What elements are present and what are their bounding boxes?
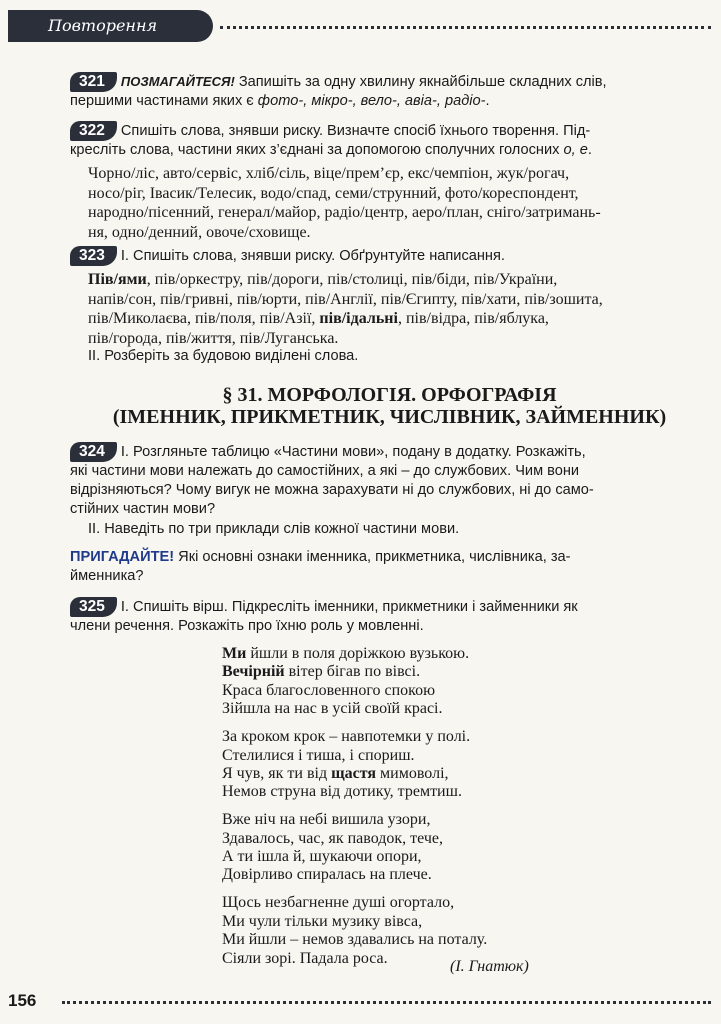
poem-line: Щось незбагненне душі огортало, [222, 894, 455, 912]
poem-text: мимоволі, [376, 764, 449, 782]
poem [222, 645, 582, 978]
exercise-324-task2 [88, 520, 711, 539]
word-list-line: пів/города, пів/життя, пів/Луганська. [88, 329, 339, 347]
word-list-line: носо/ріг, Івасик/Телесик, водо/спад, семи/струнний, фото/кореспондент, [88, 184, 579, 202]
section-heading [70, 384, 709, 428]
remember-label: ПРИГАДАЙТЕ! [70, 549, 175, 565]
exercise-text: II. Розберіть за будовою виділені слова. [88, 348, 359, 364]
section-title-line: § 31. МОРФОЛОГІЯ. ОРФОГРАФІЯ [222, 384, 557, 406]
exercise-text: Запишіть за одну хвилину якнайбільше складних слів, [234, 74, 607, 90]
poem-stanza [222, 728, 582, 802]
poem-line: А ти ішла й, шукаючи опори, [222, 848, 422, 866]
poem-line: Довірливо спиралась на плече. [222, 866, 432, 884]
exercise-text: II. Наведіть по три приклади слів кожної частини мови. [88, 521, 460, 537]
section-title-line: (ІМЕННИК, ПРИКМЕТНИК, ЧИСЛІВНИК, ЗАЙМЕННИК) [112, 406, 667, 428]
highlighted-word: Вечірній [222, 663, 285, 681]
exercise-prompt: ПОЗМАГАЙТЕСЯ! [120, 74, 235, 89]
exercise-325 [70, 597, 711, 636]
footer-divider [62, 1001, 711, 1004]
prefix-list: фото-, мікро-, вело-, авіа-, радіо- [257, 93, 486, 109]
word-list-323 [88, 270, 709, 348]
poem-stanza [222, 894, 582, 968]
poem-stanza [222, 645, 582, 719]
exercise-text: . [587, 142, 592, 158]
poem-line: Сіяли зорі. Падала роса. [222, 949, 388, 967]
poem-line: Немов струна від дотику, тремтиш. [222, 783, 462, 801]
exercise-text: кресліть слова, частини яких з’єднані за допомогою сполучних голосних [70, 142, 564, 158]
vowel-list: о, е [563, 142, 588, 158]
highlighted-word: Ми [222, 645, 247, 662]
word-list-text: , пів/оркестру, пів/дороги, пів/столиці, пів/біди, пів/України, [146, 271, 558, 288]
exercise-323 [70, 246, 711, 266]
word-list-line: народно/пісенний, генерал/майор, радіо/центр, аеро/план, сніго/затримань- [88, 204, 601, 221]
word-list-text: , пів/відра, пів/яблука, [397, 310, 549, 327]
header-divider [220, 26, 711, 29]
poem-text: йшли в поля доріжкою вузькою. [246, 645, 470, 662]
exercise-text: йменника? [70, 568, 144, 584]
exercise-text: які частини мови належать до самостійних, а які – до службових. Чим вони [70, 463, 580, 479]
exercise-text: стійних частин мови? [70, 501, 216, 517]
exercise-number-badge: 322 [70, 121, 117, 141]
highlighted-word: Пів/ями [88, 271, 147, 288]
exercise-text: Які основні ознаки іменника, прикметника, числівника, за- [174, 549, 571, 565]
poem-line: Ми йшли – немов здавались на поталу. [222, 931, 488, 949]
highlighted-word: пів/ідальні [319, 310, 398, 327]
poem-line: За кроком крок – навпотемки у полі. [222, 728, 471, 746]
exercise-323-task2 [88, 347, 711, 366]
word-list-text: пів/Миколаєва, пів/поля, пів/Азії, [88, 310, 320, 327]
word-list-line: ня, одно/денний, овоче/сховище. [88, 223, 311, 241]
remember-block [70, 548, 711, 586]
poem-line: Зійшла на нас в усій своїй красі. [222, 700, 443, 718]
poem-line: Стелилися і тиша, і спориш. [222, 746, 415, 764]
exercise-322 [70, 121, 711, 160]
exercise-text: . [485, 93, 490, 109]
exercise-text: члени речення. Розкажіть про їхню роль у мовленні. [70, 618, 424, 634]
exercise-number-badge: 325 [70, 597, 117, 617]
word-list-line: напів/сон, пів/гривні, пів/юрти, пів/Англії, пів/Єгипту, пів/хати, пів/зошита, [88, 290, 603, 308]
poem-line: Краса благословенного спокою [222, 681, 436, 699]
poem-line: Ми чули тільки музику вівса, [222, 912, 423, 930]
exercise-number-badge: 324 [70, 442, 117, 462]
exercise-324 [70, 442, 711, 519]
exercise-text: першими частинами яких є [70, 93, 258, 109]
word-list-line: Чорно/ліс, авто/сервіс, хліб/сіль, віце/прем’єр, екс/чемпіон, жук/рогач, [88, 165, 570, 182]
poem-line: Здавалось, час, як паводок, тече, [222, 829, 444, 847]
page-number: 156 [8, 991, 37, 1010]
exercise-text: I. Спишіть вірш. Підкресліть іменники, прикметники і займенники як [120, 599, 578, 615]
section-tab [8, 10, 213, 42]
poem-stanza [222, 811, 582, 885]
highlighted-word: щастя [331, 764, 377, 782]
poem-author: (І. Гнатюк) [450, 958, 529, 975]
exercise-number-badge: 323 [70, 246, 117, 266]
exercise-text: Спишіть слова, знявши риску. Визначте спосіб їхнього творення. Під- [120, 123, 591, 139]
exercise-text: I. Розгляньте таблицю «Частини мови», подану в додатку. Розкажіть, [120, 444, 586, 460]
poem-text: вітер бігав по вівсі. [284, 663, 421, 681]
word-list-322 [88, 164, 709, 242]
exercise-321 [70, 72, 711, 111]
poem-text: Я чув, як ти від [222, 764, 332, 782]
exercise-number-badge: 321 [70, 72, 117, 92]
section-tab-label: Повторення [48, 16, 158, 35]
poem-line: Вже ніч на небі вишила узори, [222, 811, 431, 829]
exercise-text: I. Спишіть слова, знявши риску. Обґрунтуйте написання. [120, 248, 505, 264]
exercise-text: відрізняються? Чому вигук не можна зарахувати ні до службових, ні до само- [70, 482, 594, 498]
